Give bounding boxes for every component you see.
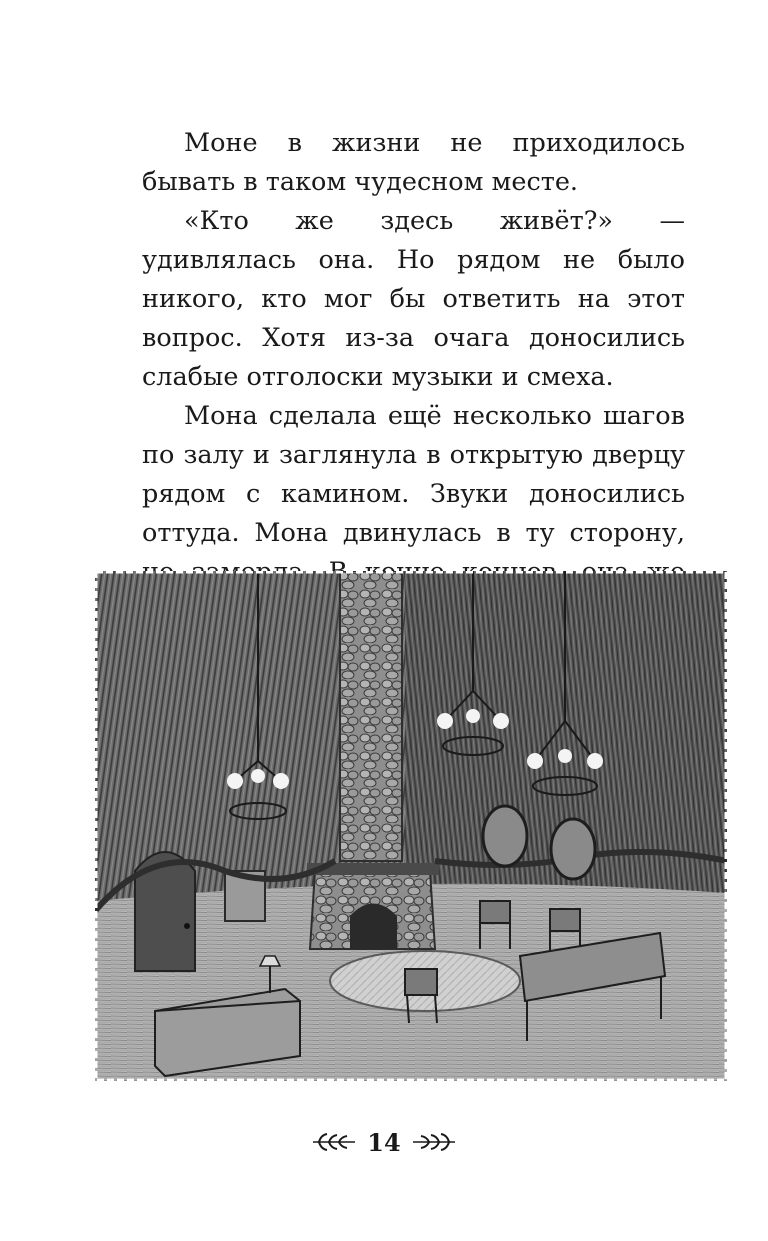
body-text — [142, 124, 685, 631]
page-number: 14 — [367, 1127, 401, 1157]
paragraph-3-text: Мона сделала ещё несколько шагов по залу и заглянула в открытую дверцу рядом с камином. Звуки доносились оттуда. Мона двинулась в ту сторону, — [142, 401, 685, 548]
illustration-hall — [95, 571, 727, 1081]
paragraph-1: Моне в жизни не приходилось бывать в таком чудесном месте. — [142, 128, 685, 197]
hall-drawing — [95, 571, 727, 1081]
fern-sprig-icon — [311, 1131, 357, 1153]
fern-sprig-icon — [411, 1131, 457, 1153]
paragraph-2: «Кто же здесь живёт?» — удивлялась она. Но рядом не было никого, кто мог бы ответить на этот вопрос. Хотя из-за очага доносились слабые отголоски музыки и смеха. — [142, 206, 685, 392]
page-footer — [0, 1122, 768, 1162]
